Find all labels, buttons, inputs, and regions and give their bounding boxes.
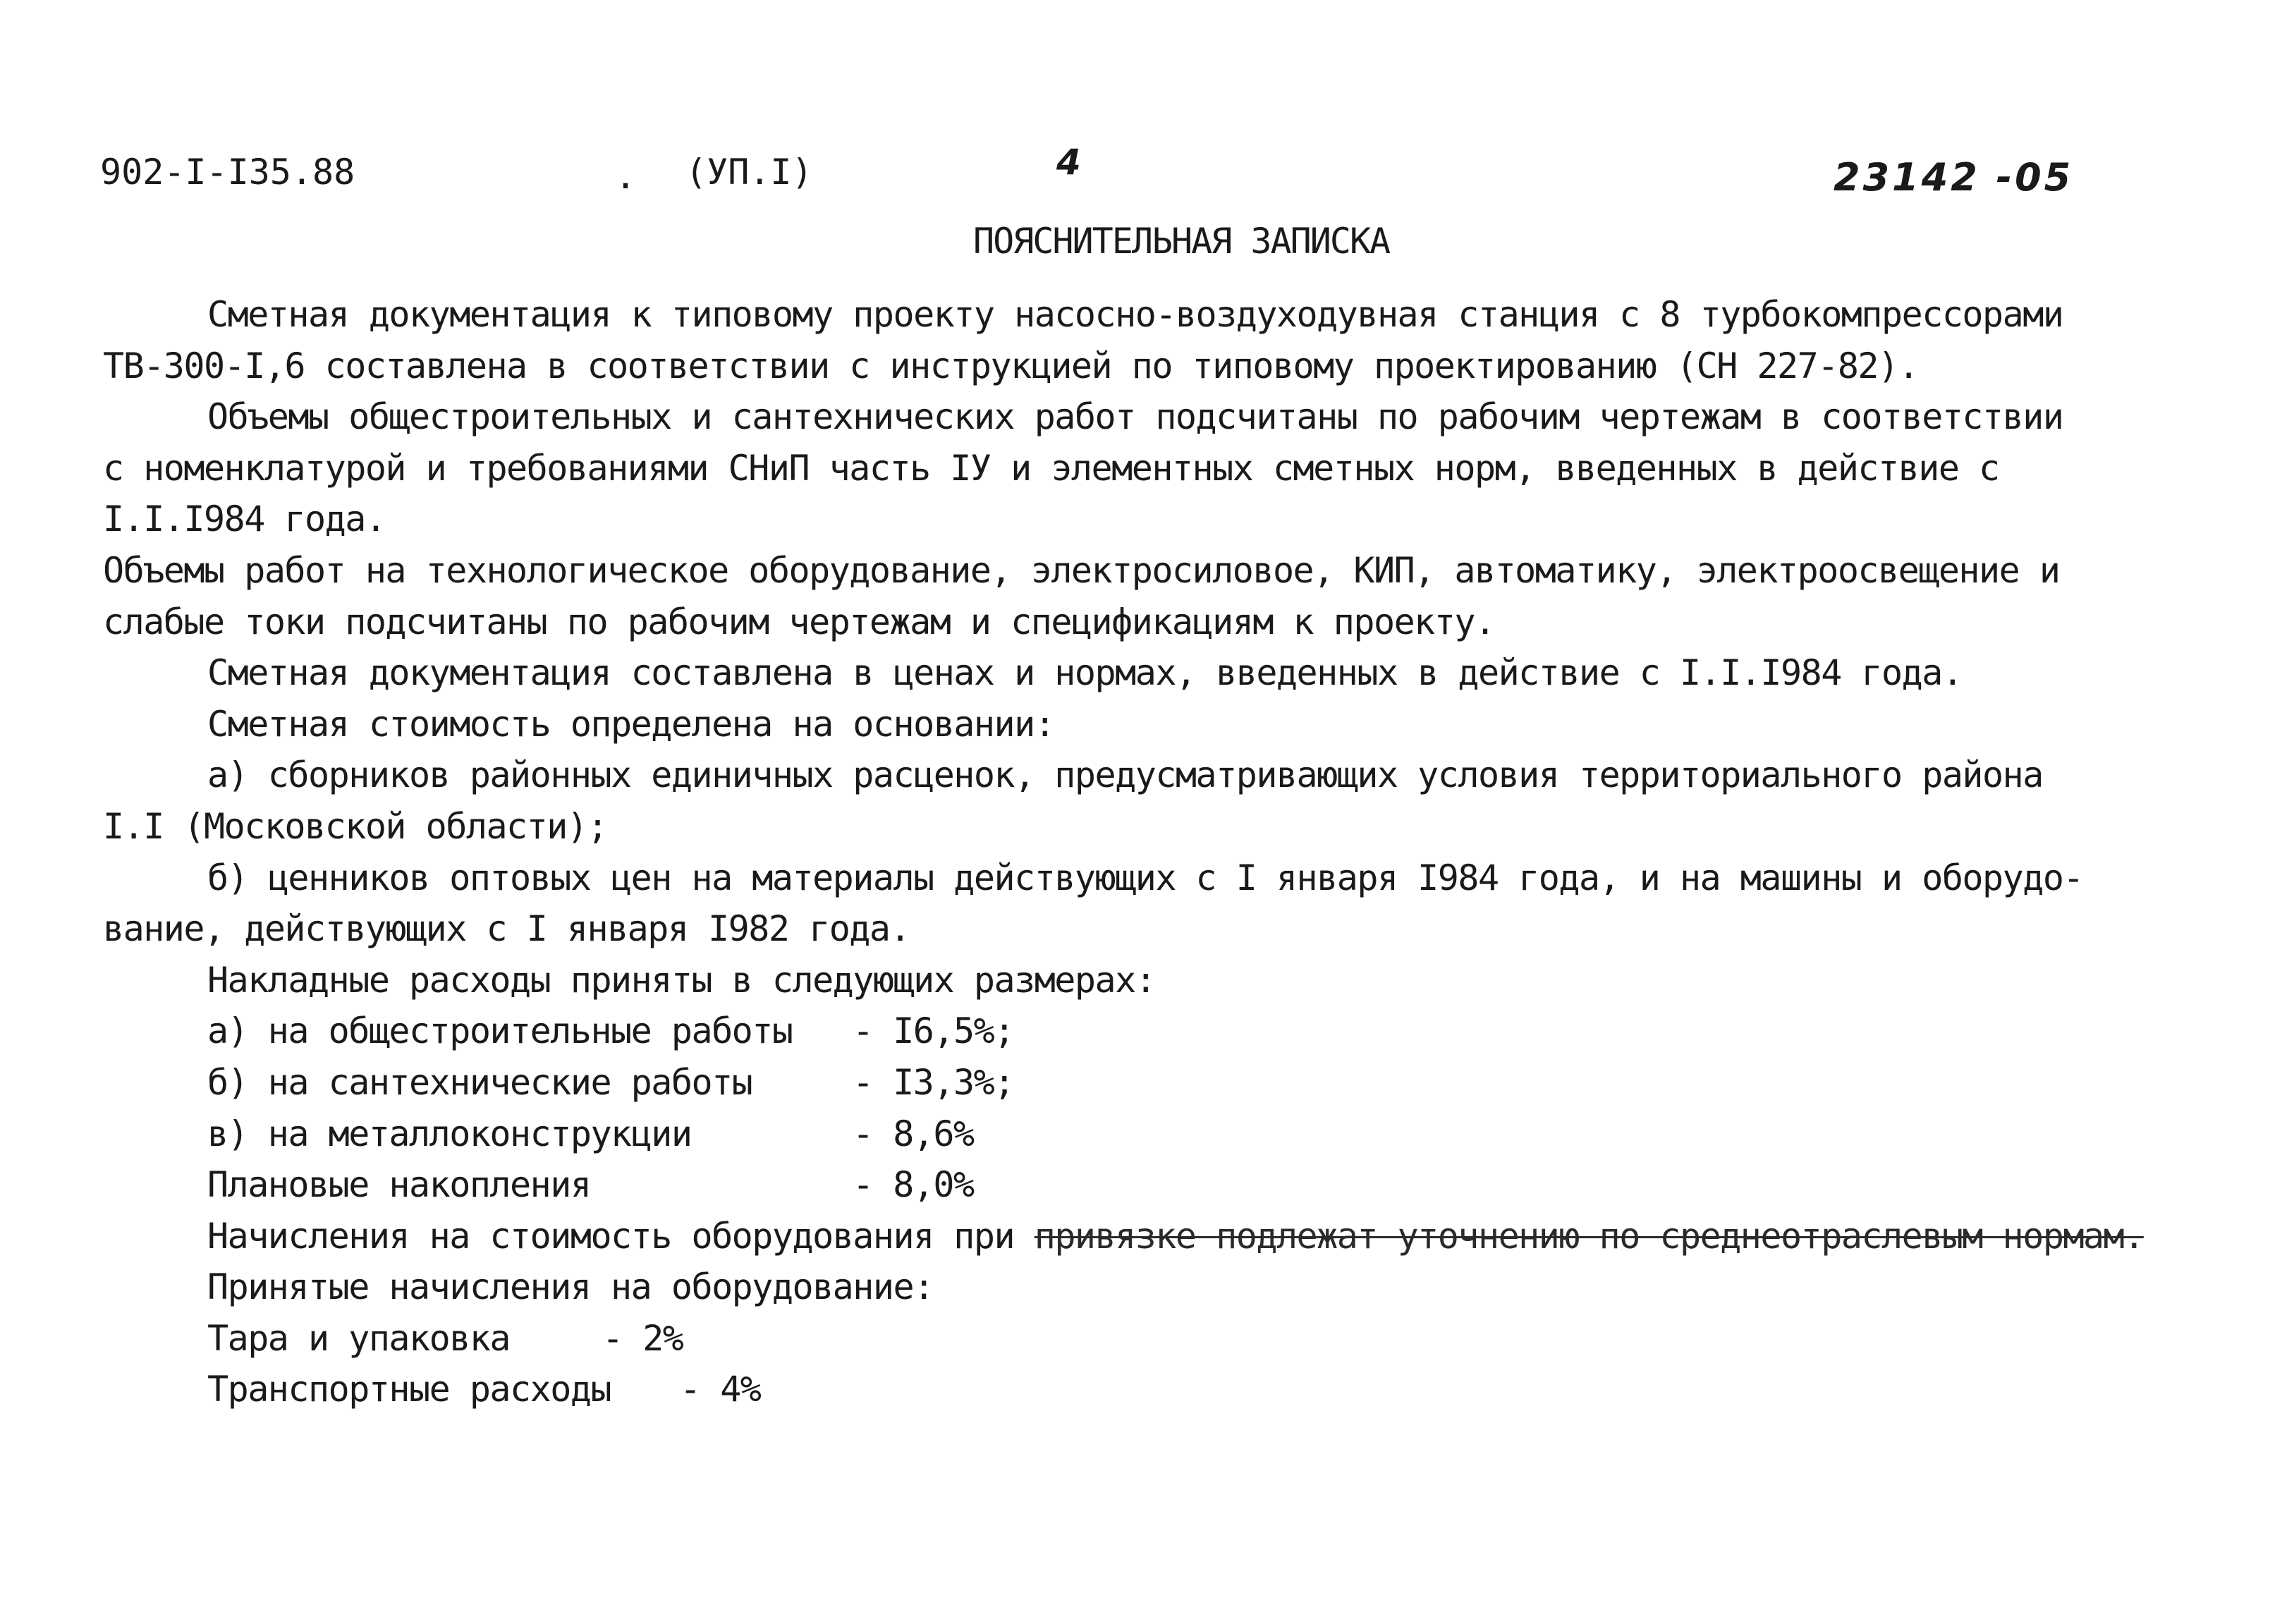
charge-label: Тара и упаковка (207, 1317, 511, 1359)
overhead-row (103, 1057, 2204, 1109)
overhead-value: - 8,0% (853, 1164, 974, 1206)
overhead-row (103, 1109, 2204, 1160)
paragraph-line: Накладные расходы приняты в следующих размерах: (207, 959, 1156, 1001)
charge-label: Транспортные расходы (207, 1369, 611, 1410)
paragraph-line: I.I (Московской области); (103, 805, 608, 847)
equipment-note (103, 1211, 2204, 1262)
paragraph-line: Объемы работ на технологическое оборудование, электросиловое, КИП, автоматику, электроосвещение и (103, 549, 2060, 591)
charge-value: - 2% (602, 1317, 683, 1359)
overhead-label: а) на общестроительные работы (207, 1011, 793, 1052)
overhead-row (103, 1006, 2204, 1057)
body-text (103, 289, 2204, 1415)
overhead-row (103, 1159, 2204, 1211)
paragraph-line: ТВ-300-I,6 составлена в соответствии с инструкцией по типовому проектированию (СН 227-82). (103, 345, 1919, 386)
paragraph-line: с номенклатурой и требованиями СНиП часть IУ и элементных сметных норм, введенных в действие с (103, 447, 1999, 489)
page-number: 4 (1056, 142, 1081, 183)
album-number: (УП.I) (685, 152, 813, 193)
equipment-note-text: Начисления на стоимость оборудования при (207, 1215, 1015, 1257)
paragraph-line: Сметная документация составлена в ценах и нормах, введенных в действие с I.I.I984 года. (207, 652, 1963, 694)
paragraph-line: Сметная документация к типовому проекту насосно-воздуходувная станция с 8 турбокомпрессорами (207, 294, 2063, 335)
inventory-number: 23142 -05 (1833, 155, 2074, 200)
charge-row (103, 1364, 2204, 1415)
paragraph-line: Сметная стоимость определена на основании: (207, 703, 1055, 745)
paragraph-line: I.I.I984 года. (103, 499, 386, 540)
paragraph-line: б) ценников оптовых цен на материалы действующих с I января I984 года, и на машины и оборудо- (207, 857, 2084, 898)
overhead-value: - I3,3%; (853, 1061, 1014, 1103)
paragraph-line: Объемы общестроительных и сантехнических работ подсчитаны по рабочим чертежам в соответствии (207, 396, 2063, 438)
accepted-title: Принятые начисления на оборудование: (207, 1266, 934, 1308)
charge-value: - 4% (680, 1369, 761, 1410)
page-title: ПОЯСНИТЕЛЬНАЯ ЗАПИСКА (973, 221, 1390, 262)
overhead-label: Плановые накопления (207, 1164, 591, 1206)
paragraph-line: слабые токи подсчитаны по рабочим чертежам и спецификациям к проекту. (103, 601, 1495, 642)
doc-code: 902-I-I35.88 (100, 152, 355, 193)
header-dot: . (615, 156, 637, 197)
charge-row (103, 1313, 2204, 1364)
overhead-value: - 8,6% (853, 1113, 974, 1154)
overhead-value: - I6,5%; (853, 1011, 1014, 1052)
overhead-label: в) на металлоконструкции (207, 1113, 692, 1154)
paragraph-line: вание, действующих с I января I982 года. (103, 908, 910, 950)
struck-text: привязке подлежат уточнению по среднеотраслевым нормам. (1034, 1215, 2144, 1257)
paragraph-line: а) сборников районных единичных расценок, предусматривающих условия территориального района (207, 755, 2043, 796)
overhead-label: б) на сантехнические работы (207, 1061, 752, 1103)
